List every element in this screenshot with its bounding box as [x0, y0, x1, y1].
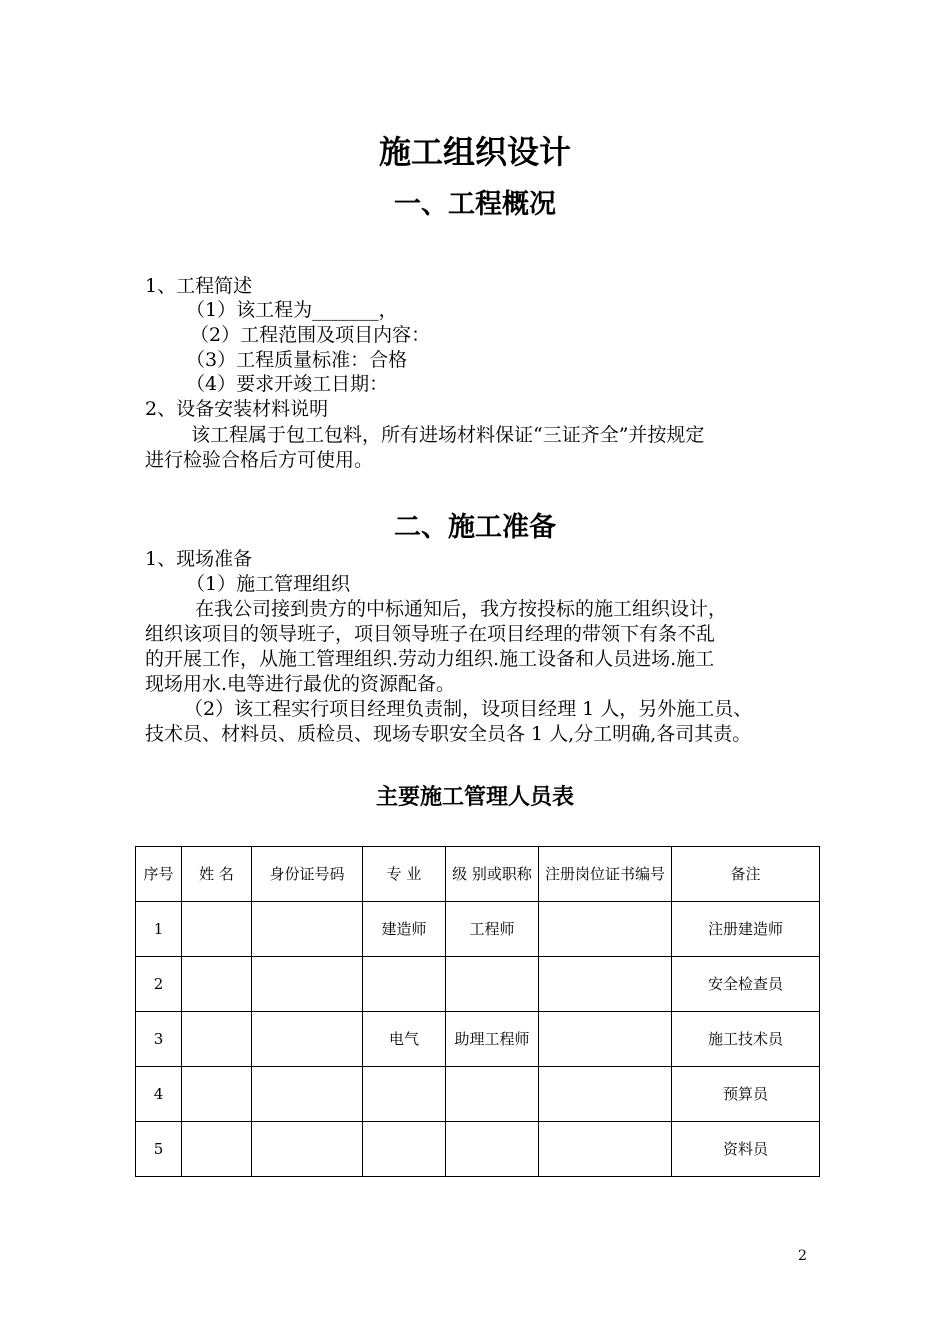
sub-item-scope: （2）工程范围及项目内容：	[190, 324, 431, 346]
page-number: 2	[798, 1248, 807, 1264]
table-cell: 安全检查员	[672, 957, 820, 1012]
table-cell	[252, 1012, 363, 1067]
sub-item-project: （1）该工程为_______，	[186, 299, 398, 321]
table-cell	[252, 1122, 363, 1177]
table-cell	[182, 902, 252, 957]
table-row	[136, 1067, 820, 1122]
header-cell: 专 业	[363, 847, 446, 902]
table-cell	[446, 957, 539, 1012]
table-cell	[363, 1122, 446, 1177]
table-cell	[539, 902, 672, 957]
table-cell: 资料员	[672, 1122, 820, 1177]
management-paragraph-line4: 现场用水.电等进行最优的资源配备。	[145, 673, 456, 695]
table-cell	[363, 957, 446, 1012]
table-cell	[182, 1122, 252, 1177]
table-cell	[446, 1067, 539, 1122]
table-cell	[539, 1012, 672, 1067]
sub-item-management: （1）施工管理组织	[186, 573, 351, 595]
header-cell: 级 别或职称	[446, 847, 539, 902]
table-cell: 施工技术员	[672, 1012, 820, 1067]
table-row	[136, 1012, 820, 1067]
sub-item-quality: （3）工程质量标准：合格	[186, 349, 408, 371]
table-cell: 电气	[363, 1012, 446, 1067]
table-header-row	[136, 847, 820, 902]
table-cell: 建造师	[363, 902, 446, 957]
item-project-summary: 1、工程简述	[145, 275, 253, 297]
management-paragraph-line3: 的开展工作，从施工管理组织.劳动力组织.施工设备和人员进场.施工	[145, 648, 715, 670]
staff-table	[135, 846, 820, 1177]
section-title-overview: 一、工程概况	[394, 189, 556, 220]
table-cell: 2	[136, 957, 182, 1012]
main-title: 施工组织设计	[378, 133, 571, 171]
sub-item-dates: （4）要求开竣工日期：	[186, 373, 389, 395]
header-cell: 备注	[672, 847, 820, 902]
table-row	[136, 902, 820, 957]
responsibility-paragraph-line2: 技术员、材料员、质检员、现场专职安全员各 1 人,分工明确,各司其责。	[145, 723, 752, 745]
header-cell: 身份证号码	[252, 847, 363, 902]
table-cell: 注册建造师	[672, 902, 820, 957]
management-paragraph-line2: 组织该项目的领导班子，项目领导班子在项目经理的带领下有条不乱	[145, 623, 716, 645]
materials-paragraph-line2: 进行检验合格后方可使用。	[145, 449, 374, 471]
materials-paragraph-line1: 该工程属于包工包料，所有进场材料保证“三证齐全”并按规定	[191, 424, 705, 446]
table-cell	[252, 957, 363, 1012]
table-cell: 3	[136, 1012, 182, 1067]
table-cell: 1	[136, 902, 182, 957]
table-cell: 4	[136, 1067, 182, 1122]
responsibility-paragraph-line1: （2）该工程实行项目经理负责制，设项目经理 1 人，另外施工员、	[184, 698, 753, 720]
header-cell: 序号	[136, 847, 182, 902]
table-title: 主要施工管理人员表	[375, 785, 574, 810]
table-cell	[252, 902, 363, 957]
item-site-preparation: 1、现场准备	[145, 548, 253, 570]
table-cell	[182, 957, 252, 1012]
table-cell	[446, 1122, 539, 1177]
table-cell	[252, 1067, 363, 1122]
table-row	[136, 957, 820, 1012]
item-materials: 2、设备安装材料说明	[145, 398, 329, 420]
table-cell	[363, 1067, 446, 1122]
table-cell: 预算员	[672, 1067, 820, 1122]
management-paragraph-line1: 在我公司接到贵方的中标通知后，我方按投标的施工组织设计，	[195, 598, 728, 620]
table-row	[136, 1122, 820, 1177]
section-title-preparation: 二、施工准备	[394, 512, 556, 543]
table-cell	[539, 957, 672, 1012]
table-cell	[539, 1067, 672, 1122]
table-cell: 5	[136, 1122, 182, 1177]
header-cell: 姓 名	[182, 847, 252, 902]
table-cell: 助理工程师	[446, 1012, 539, 1067]
table-cell	[539, 1122, 672, 1177]
table-cell	[182, 1067, 252, 1122]
table-cell	[182, 1012, 252, 1067]
table-cell: 工程师	[446, 902, 539, 957]
header-cell: 注册岗位证书编号	[539, 847, 672, 902]
